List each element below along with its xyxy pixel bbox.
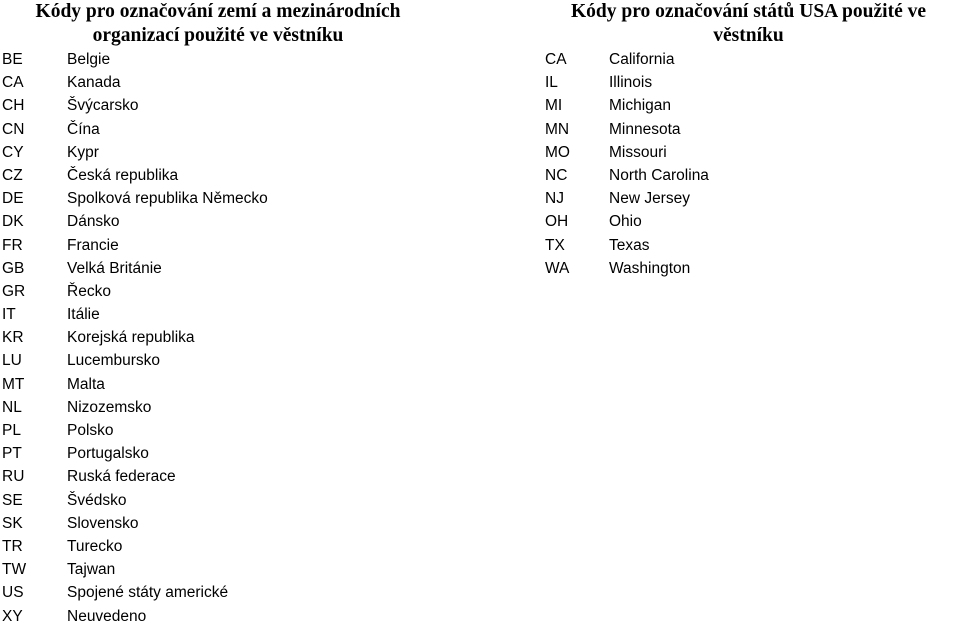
state-code: OH — [545, 213, 569, 231]
country-name: Francie — [67, 236, 119, 254]
us-state-codes-heading-line2: věstníku — [713, 25, 784, 46]
country-row-cn — [0, 118, 440, 141]
state-row-ca — [540, 48, 959, 71]
country-name: Tajwan — [67, 561, 116, 579]
country-row-sk — [0, 512, 440, 535]
country-name: Dánsko — [67, 213, 120, 231]
state-code: TX — [545, 236, 565, 254]
state-row-mn — [540, 118, 959, 141]
country-row-tr — [0, 535, 440, 558]
state-row-il — [540, 71, 959, 94]
state-row-wa — [540, 257, 959, 280]
state-name: Illinois — [609, 74, 653, 92]
country-row-se — [0, 489, 440, 512]
country-code: CY — [2, 143, 24, 161]
state-code: NC — [545, 166, 568, 184]
country-row-ca — [0, 71, 440, 94]
country-name: Švýcarsko — [67, 97, 139, 115]
country-codes-heading-line2: organizací použité ve věstníku — [92, 25, 344, 46]
country-row-gb — [0, 257, 440, 280]
state-name: New Jersey — [609, 190, 690, 208]
country-row-de — [0, 187, 440, 210]
state-name: North Carolina — [609, 166, 709, 184]
country-name: Velká Británie — [67, 259, 162, 277]
state-name: Michigan — [609, 97, 672, 115]
country-codes-heading-line1: Kódy pro označování zemí a mezinárodních — [35, 1, 401, 22]
state-name: Ohio — [609, 213, 642, 231]
country-name: Itálie — [67, 306, 100, 324]
us-state-codes-list — [540, 48, 959, 280]
country-code: NL — [2, 398, 22, 416]
state-code: MO — [545, 143, 570, 161]
state-row-mo — [540, 141, 959, 164]
country-row-tw — [0, 558, 440, 581]
country-name: Spolková republika Německo — [67, 190, 268, 208]
country-codes-list — [0, 48, 440, 628]
state-row-mi — [540, 94, 959, 117]
country-name: Lucembursko — [67, 352, 161, 370]
country-name: Polsko — [67, 422, 114, 439]
country-row-pt — [0, 442, 440, 465]
state-name: Minnesota — [609, 120, 681, 138]
country-code: RU — [2, 468, 25, 486]
country-code: SK — [2, 514, 23, 532]
country-name: Belgie — [67, 51, 111, 68]
country-row-us — [0, 581, 440, 604]
country-code: GR — [2, 282, 26, 300]
country-row-it — [0, 303, 440, 326]
country-row-pl — [0, 419, 440, 442]
country-codes-section — [0, 0, 440, 625]
country-code: CN — [2, 120, 25, 138]
country-code: CH — [2, 97, 25, 115]
country-name: Řecko — [67, 282, 111, 300]
country-code: TR — [2, 537, 23, 555]
country-name: Švédsko — [67, 491, 127, 509]
country-code: KR — [2, 329, 24, 347]
country-code: DE — [2, 190, 24, 208]
country-row-lu — [0, 349, 440, 372]
state-row-nc — [540, 164, 959, 187]
us-state-codes-heading — [536, 0, 959, 48]
country-name: Kypr — [67, 143, 99, 161]
country-code: CA — [2, 74, 24, 92]
state-code: NJ — [545, 190, 564, 208]
state-row-tx — [540, 234, 959, 257]
country-row-kr — [0, 326, 440, 349]
state-name: Washington — [609, 259, 691, 277]
country-name: Čína — [67, 120, 100, 138]
country-name: Česká republika — [67, 166, 179, 184]
us-state-codes-heading-line1: Kódy pro označování států USA použité ve — [571, 1, 926, 22]
country-row-dk — [0, 210, 440, 233]
country-code: CZ — [2, 166, 23, 184]
state-name: Missouri — [609, 143, 667, 161]
country-name: Nizozemsko — [67, 398, 152, 416]
state-row-nj — [540, 187, 959, 210]
country-code: DK — [2, 213, 24, 231]
country-name: Ruská federace — [67, 468, 176, 486]
country-row-cy — [0, 141, 440, 164]
country-row-gr — [0, 280, 440, 303]
country-code: MT — [2, 375, 25, 393]
country-name: Portugalsko — [67, 445, 149, 463]
country-codes-heading — [0, 0, 436, 48]
country-row-xy — [0, 605, 440, 628]
country-name: Korejská republika — [67, 329, 195, 347]
us-state-codes-section — [540, 0, 959, 277]
country-code: US — [2, 584, 24, 602]
country-name: Spojené státy americké — [67, 584, 229, 602]
country-row-ch — [0, 94, 440, 117]
country-code: LU — [2, 352, 22, 370]
country-code: SE — [2, 491, 23, 509]
country-code: PL — [2, 422, 21, 439]
country-name: Slovensko — [67, 514, 139, 532]
state-code: CA — [545, 51, 567, 68]
country-code: PT — [2, 445, 22, 463]
country-code: XY — [2, 607, 23, 625]
country-row-be — [0, 48, 440, 71]
country-code: IT — [2, 306, 16, 324]
state-code: MI — [545, 97, 563, 115]
country-name: Turecko — [67, 537, 123, 555]
state-row-oh — [540, 210, 959, 233]
country-name: Malta — [67, 375, 105, 393]
state-code: WA — [545, 259, 570, 277]
country-row-cz — [0, 164, 440, 187]
country-row-nl — [0, 396, 440, 419]
country-code: GB — [2, 259, 25, 277]
country-name: Neuvedeno — [67, 607, 147, 625]
country-row-fr — [0, 234, 440, 257]
country-code: FR — [2, 236, 23, 254]
country-code: TW — [2, 561, 27, 579]
country-code: BE — [2, 51, 23, 68]
state-name: California — [609, 51, 675, 68]
state-code: IL — [545, 74, 558, 92]
state-name: Texas — [609, 236, 650, 254]
country-row-mt — [0, 373, 440, 396]
country-row-ru — [0, 465, 440, 488]
country-name: Kanada — [67, 74, 121, 92]
state-code: MN — [545, 120, 570, 138]
